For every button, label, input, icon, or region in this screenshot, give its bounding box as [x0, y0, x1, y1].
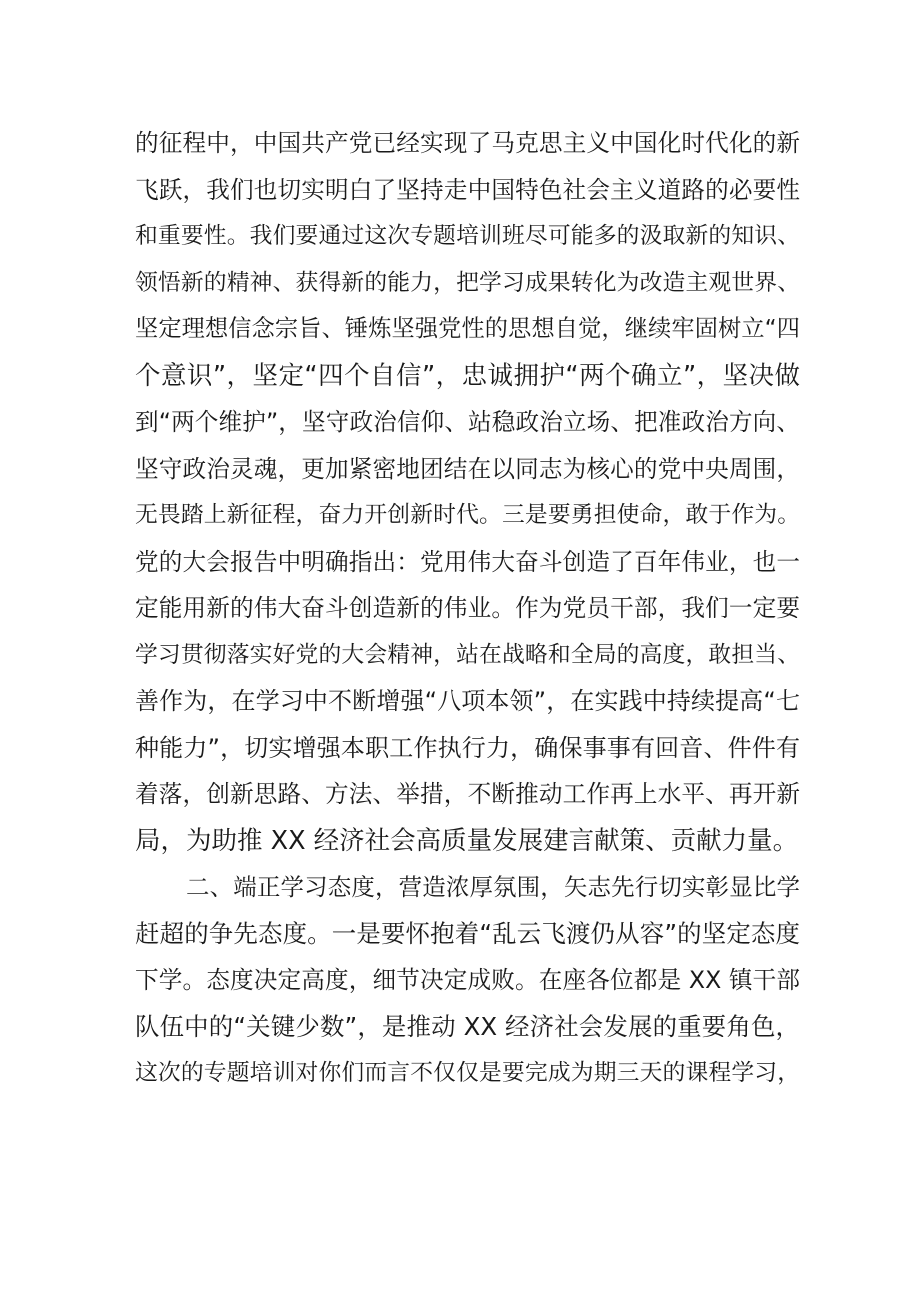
text-line: 到“两个维护”，坚守政治信仰、站稳政治立场、把准政治方向、 [135, 408, 800, 436]
text-line: 局，为助推 XX 经济社会高质量发展建言献策、贡献力量。 [135, 825, 799, 856]
text-line: 领悟新的精神、获得新的能力，把学习成果转化为改造主观世界、 [135, 269, 800, 296]
text-line: 无畏踏上新征程，奋力开创新时代。三是要勇担使命，敢于作为。 [135, 502, 800, 528]
text-line: 种能力”，切实增强本职工作执行力，确保事事有回音、件件有 [135, 733, 800, 762]
text-line: 下学。态度决定高度，细节决定成败。在座各位都是 XX 镇干部 [135, 966, 800, 994]
text-line: 坚定理想信念宗旨、锤炼坚强党性的思想自觉，继续牢固树立“四 [135, 315, 800, 342]
text-line: 坚守政治灵魂，更加紧密地团结在以同志为核心的党中央周围， [135, 454, 800, 483]
text-line: 学习贯彻落实好党的大会精神，站在战略和全局的高度，敢担当、 [135, 641, 800, 668]
text-line: 个意识”，坚定“四个自信”，忠诚拥护“两个确立”，坚决做 [135, 360, 800, 391]
text-line: 的征程中，中国共产党已经实现了马克思主义中国化时代化的新 [135, 129, 800, 157]
text-line: 善作为，在学习中不断增强“八项本领”，在实践中持续提高“七 [135, 687, 800, 715]
text-line: 队伍中的“关键少数”，是推动 XX 经济社会发展的重要角色， [135, 1011, 800, 1041]
text-line: 定能用新的伟大奋斗创造新的伟业。作为党员干部，我们一定要 [135, 594, 800, 622]
text-line: 和重要性。我们要通过这次专题培训班尽可能多的汲取新的知识、 [135, 223, 800, 249]
text-line: 飞跃，我们也切实明白了坚持走中国特色社会主义道路的必要性 [135, 175, 800, 204]
text-line: 着落，创新思路、方法、举措，不断推动工作再上水平、再开新 [135, 780, 800, 808]
text-line: 党的大会报告中明确指出：党用伟大奋斗创造了百年伟业，也一 [135, 547, 800, 576]
document-body [135, 120, 800, 1097]
text-line: 赶超的争先态度。一是要怀抱着“乱云飞渡仍从容”的坚定态度 [135, 918, 800, 948]
text-line: 这次的专题培训对你们而言不仅仅是要完成为期三天的课程学习， [135, 1060, 800, 1086]
text-line: 二、端正学习态度，营造浓厚氛围，矢志先行切实彰显比学 [186, 873, 800, 901]
